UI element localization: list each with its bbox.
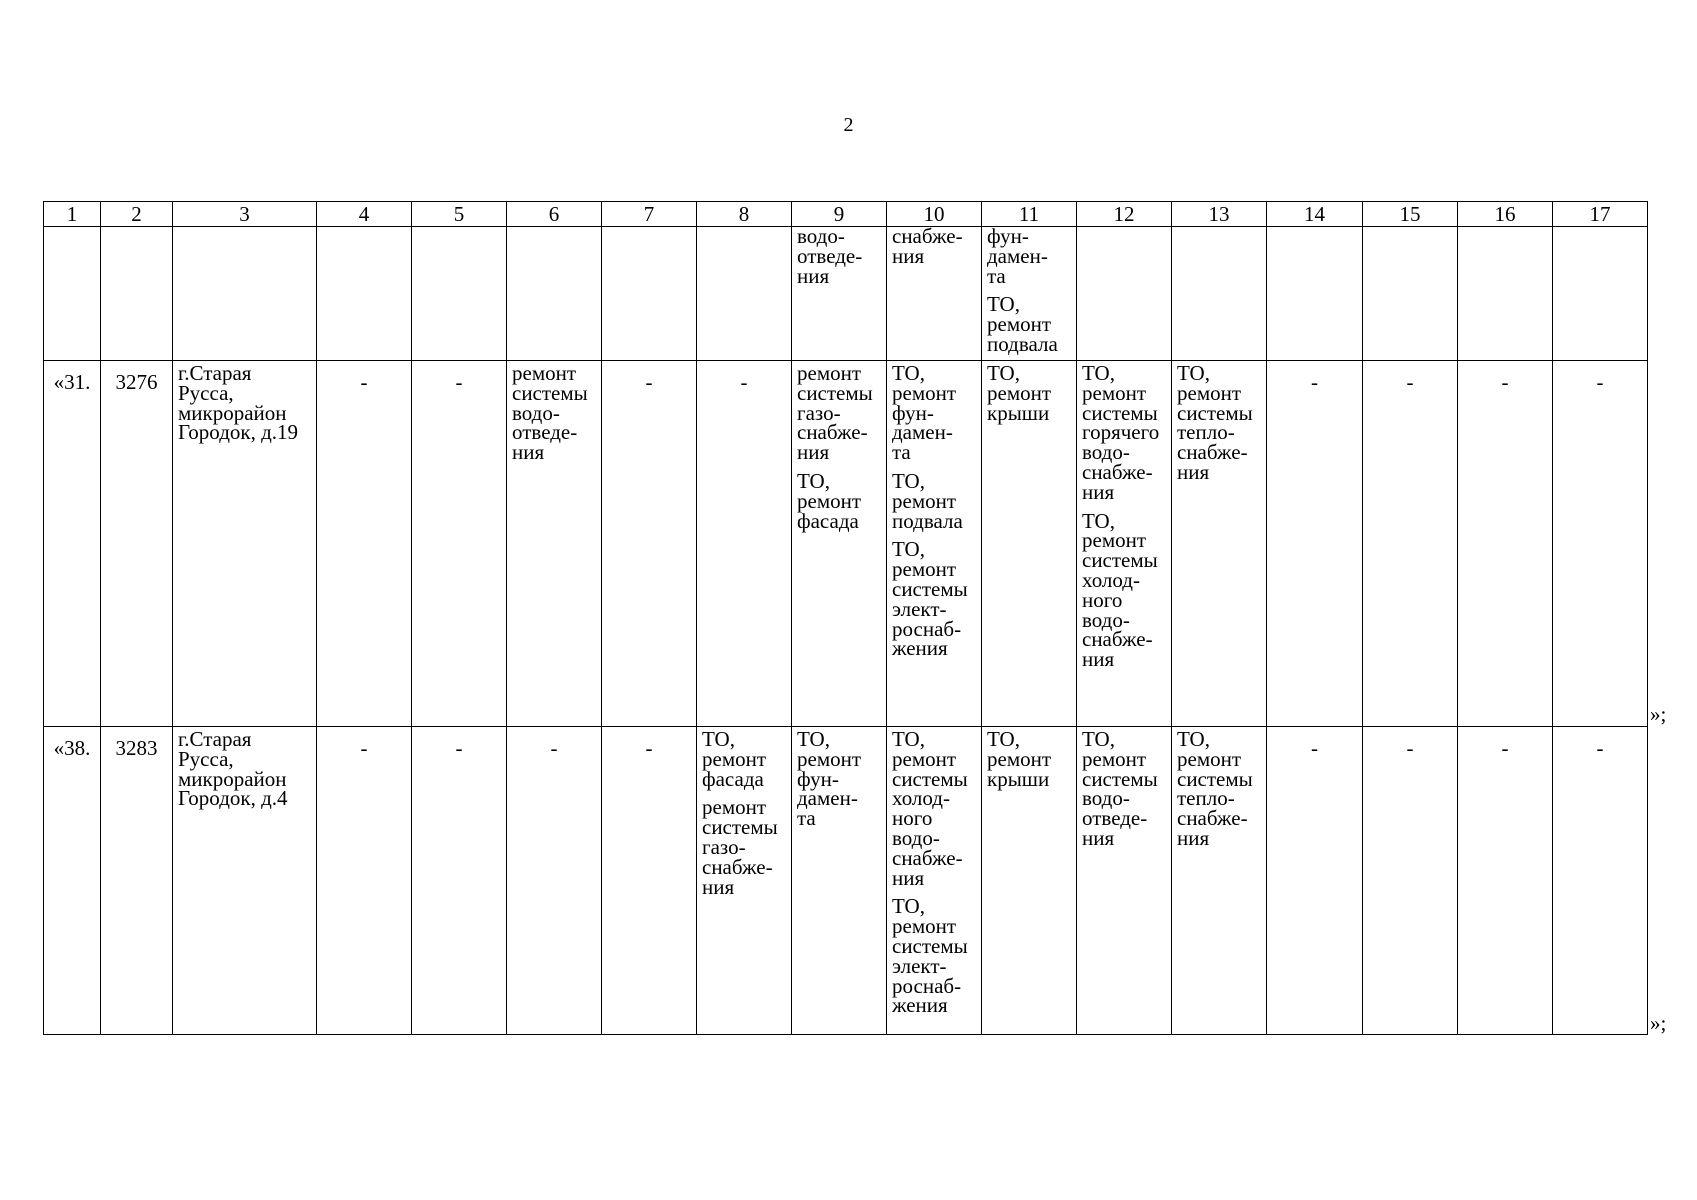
table-cell [1077, 227, 1172, 361]
column-number: 16 [1458, 202, 1553, 227]
column-number: 7 [602, 202, 697, 227]
work-item: ТО, ремонт системы элект- роснаб- жения [892, 894, 968, 1018]
work-item: ТО, ремонт крыши [987, 727, 1052, 791]
table-cell [887, 227, 982, 361]
table-cell [792, 727, 887, 1035]
column-number: 4 [317, 202, 412, 227]
table-cell [173, 227, 317, 361]
work-item: ТО, ремонт системы холод- ного водо- снабже- ния [892, 727, 968, 890]
page-number: 2 [843, 114, 854, 136]
work-item: ТО, ремонт системы горячего водо- снабже- ния [1082, 361, 1160, 504]
table-cell: - [317, 361, 412, 727]
column-number: 3 [173, 202, 317, 227]
table-cell: - [1267, 727, 1363, 1035]
table-cell [1172, 361, 1267, 727]
table-cell [1267, 227, 1363, 361]
table-cell [697, 227, 792, 361]
table-cell [602, 227, 697, 361]
object-address: г.Старая Русса, микрорайон Городок, д.4 [173, 727, 317, 1035]
column-number: 1 [44, 202, 101, 227]
table-cell: - [412, 727, 507, 1035]
column-number: 6 [507, 202, 602, 227]
work-item: ТО, ремонт фун- дамен- та [797, 727, 862, 831]
table-row [44, 727, 1648, 1035]
table-cell: - [1553, 361, 1648, 727]
work-item: фун- дамен- та [987, 226, 1048, 288]
column-number: 17 [1553, 202, 1648, 227]
column-number: 10 [887, 202, 982, 227]
work-item: ТО, ремонт системы тепло- снабже- ния [1177, 361, 1253, 484]
column-number: 13 [1172, 202, 1267, 227]
table-cell [1077, 727, 1172, 1035]
table-cell [44, 227, 101, 361]
closing-quote: »; [1650, 1011, 1667, 1035]
table-cell [887, 727, 982, 1035]
object-code: 3276 [101, 361, 173, 727]
work-item: ТО, ремонт системы водо- отведе- ния [1082, 727, 1158, 850]
work-item: водо- отведе- ния [797, 226, 863, 288]
repair-schedule-table [43, 201, 1648, 1035]
table-cell [792, 227, 887, 361]
table-cell [697, 727, 792, 1035]
continued-row [44, 227, 1648, 361]
work-item: ремонт системы газо- снабже- ния [702, 795, 778, 899]
table-cell [982, 361, 1077, 727]
table-cell [1172, 227, 1267, 361]
table-cell [1172, 727, 1267, 1035]
table-cell [101, 227, 173, 361]
table-cell: - [412, 361, 507, 727]
table-cell [507, 227, 602, 361]
table-cell [982, 227, 1077, 361]
table-cell: - [697, 361, 792, 727]
table-cell [1458, 227, 1553, 361]
table-cell: - [1363, 361, 1458, 727]
table-cell: - [317, 727, 412, 1035]
object-code: 3283 [101, 727, 173, 1035]
column-number: 14 [1267, 202, 1363, 227]
table-cell: - [1363, 727, 1458, 1035]
work-item: ТО, ремонт фун- дамен- та [892, 361, 957, 465]
table-cell: - [1267, 361, 1363, 727]
table-cell: - [602, 361, 697, 727]
table-cell [507, 361, 602, 727]
object-address: г.Старая Русса, микрорайон Городок, д.19 [173, 361, 317, 727]
column-number: 2 [101, 202, 173, 227]
work-item: ТО, ремонт крыши [987, 361, 1052, 425]
column-number: 9 [792, 202, 887, 227]
table-cell: - [602, 727, 697, 1035]
work-item: ТО, ремонт фасада [702, 727, 767, 791]
table-cell [317, 227, 412, 361]
work-item: ремонт системы водо- отведе- ния [512, 361, 588, 465]
table-cell [1363, 227, 1458, 361]
column-number: 8 [697, 202, 792, 227]
work-item: ТО, ремонт системы тепло- снабже- ния [1177, 727, 1253, 850]
column-number: 11 [982, 202, 1077, 227]
table-cell: - [1458, 727, 1553, 1035]
work-item: ТО, ремонт системы элект- роснаб- жения [892, 537, 968, 661]
column-number: 5 [412, 202, 507, 227]
table-cell [887, 361, 982, 727]
table-cell [792, 361, 887, 727]
work-item: снабже- ния [892, 226, 963, 268]
column-number-row [44, 202, 1648, 227]
table-cell [1077, 361, 1172, 727]
work-item: ТО, ремонт подвала [892, 468, 963, 533]
work-item: ТО, ремонт фасада [797, 468, 862, 533]
table-row [44, 361, 1648, 727]
work-item: ТО, ремонт системы холод- ного водо- снабже- ния [1082, 508, 1158, 672]
work-item: ремонт системы газо- снабже- ния [797, 361, 873, 465]
closing-quote: »; [1650, 702, 1667, 726]
row-number: «31. [44, 361, 101, 727]
table-cell [1553, 227, 1648, 361]
row-number: «38. [44, 727, 101, 1035]
table-cell [982, 727, 1077, 1035]
table-cell: - [507, 727, 602, 1035]
table-cell: - [1553, 727, 1648, 1035]
column-number: 15 [1363, 202, 1458, 227]
table-cell [412, 227, 507, 361]
column-number: 12 [1077, 202, 1172, 227]
work-item: ТО, ремонт подвала [987, 292, 1058, 356]
table-cell: - [1458, 361, 1553, 727]
